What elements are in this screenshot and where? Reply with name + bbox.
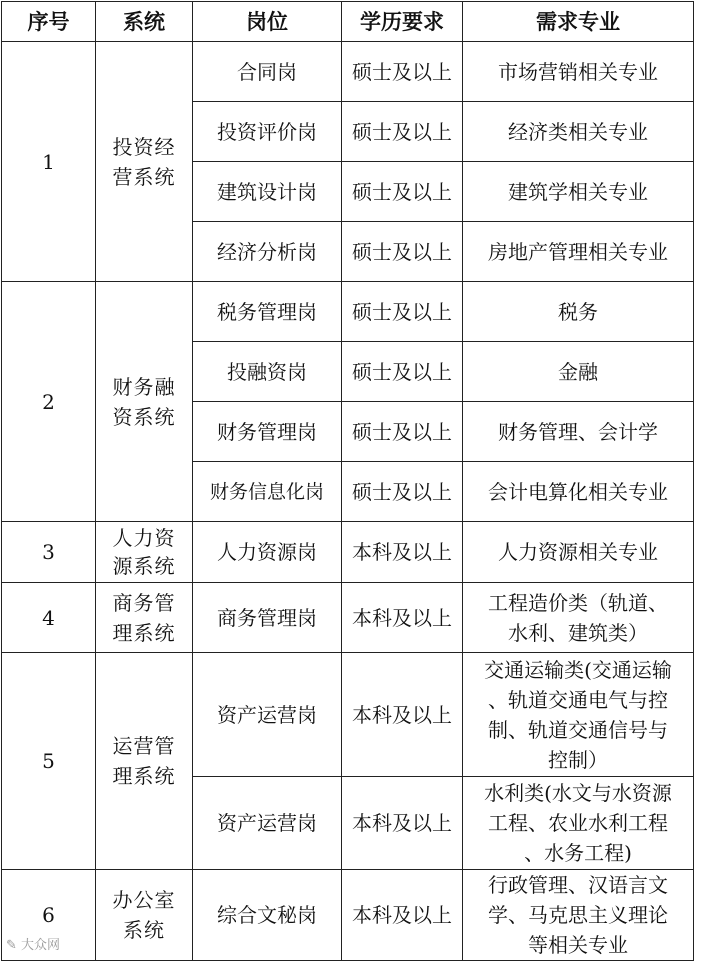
system-line: 商务管: [112, 590, 176, 615]
major-cell: [463, 462, 694, 522]
education-cell: 本科及以上: [342, 522, 463, 583]
recruitment-table: [1, 1, 694, 961]
major-line: 等相关专业: [528, 933, 628, 957]
major-cell: [463, 282, 694, 342]
major-line: 金融: [558, 359, 598, 384]
header-education: 学历要求: [342, 2, 463, 42]
table-row: [2, 522, 694, 583]
major-cell: [463, 870, 694, 961]
major-cell: [463, 42, 694, 102]
table-row: [2, 583, 694, 653]
major-cell: [463, 162, 694, 222]
major-cell: [463, 777, 694, 870]
header-seq: 序号: [2, 2, 96, 42]
position-cell: 资产运营岗: [193, 777, 342, 870]
education-cell: 本科及以上: [342, 870, 463, 961]
education-cell: 本科及以上: [342, 583, 463, 653]
seq-cell: 6: [2, 870, 96, 961]
education-cell: 硕士及以上: [342, 402, 463, 462]
education-cell: 硕士及以上: [342, 342, 463, 402]
system-cell: [96, 282, 193, 522]
major-line: 制、轨道交通信号与: [488, 717, 668, 742]
education-cell: 本科及以上: [342, 777, 463, 870]
seq-cell: 5: [2, 653, 96, 870]
system-line: 办公室: [112, 888, 176, 912]
major-line: 、水务工程): [524, 841, 632, 865]
system-line: 理系统: [112, 764, 176, 788]
header-position: 岗位: [193, 2, 342, 42]
major-line: 房地产管理相关专业: [488, 239, 668, 264]
header-system: 系统: [96, 2, 193, 42]
education-cell: 硕士及以上: [342, 282, 463, 342]
system-line: 投资经: [112, 134, 176, 159]
position-cell: 合同岗: [193, 42, 342, 102]
major-cell: [463, 653, 694, 777]
position-cell: 财务管理岗: [193, 402, 342, 462]
system-cell: [96, 42, 193, 282]
position-cell: 商务管理岗: [193, 583, 342, 653]
system-line: 资系统: [112, 404, 176, 429]
major-cell: [463, 583, 694, 653]
major-line: 交通运输类(交通运输: [484, 657, 672, 682]
major-line: 税务: [558, 299, 598, 324]
education-cell: 本科及以上: [342, 653, 463, 777]
education-cell: 硕士及以上: [342, 102, 463, 162]
major-line: 经济类相关专业: [508, 119, 648, 144]
watermark-text: 大众网: [21, 938, 61, 953]
header-row: [2, 2, 694, 42]
system-line: 财务融: [112, 374, 176, 399]
major-cell: [463, 102, 694, 162]
major-cell: [463, 402, 694, 462]
system-cell: [96, 870, 193, 961]
system-line: 理系统: [112, 620, 176, 645]
seq-cell: 1: [2, 42, 96, 282]
education-cell: 硕士及以上: [342, 42, 463, 102]
table-row: [2, 653, 694, 777]
position-cell: 人力资源岗: [193, 522, 342, 583]
position-cell: 综合文秘岗: [193, 870, 342, 961]
system-cell: [96, 522, 193, 583]
watermark-icon: ✎: [6, 938, 17, 953]
seq-cell: 2: [2, 282, 96, 522]
major-line: 水利类(水文与水资源: [484, 781, 672, 805]
table-row: [2, 42, 694, 102]
major-line: 工程、农业水利工程: [488, 811, 668, 835]
system-line: 人力资: [112, 526, 176, 550]
major-line: 行政管理、汉语言文: [488, 873, 668, 897]
major-line: 建筑学相关专业: [508, 179, 648, 204]
header-major: 需求专业: [463, 2, 694, 42]
watermark: [6, 934, 60, 953]
position-cell: 资产运营岗: [193, 653, 342, 777]
major-line: 财务管理、会计学: [498, 419, 658, 444]
position-cell: 建筑设计岗: [193, 162, 342, 222]
major-line: 控制）: [548, 747, 608, 772]
major-line: 、轨道交通电气与控: [488, 687, 668, 712]
seq-cell: 3: [2, 522, 96, 583]
major-line: 水利、建筑类）: [508, 620, 648, 645]
system-cell: [96, 583, 193, 653]
major-cell: [463, 222, 694, 282]
position-cell: 投资评价岗: [193, 102, 342, 162]
position-cell: 税务管理岗: [193, 282, 342, 342]
major-line: 市场营销相关专业: [498, 59, 658, 84]
education-cell: 硕士及以上: [342, 162, 463, 222]
position-cell: 经济分析岗: [193, 222, 342, 282]
system-line: 运营管: [112, 734, 176, 758]
position-cell: 投融资岗: [193, 342, 342, 402]
major-line: 人力资源相关专业: [498, 540, 658, 564]
system-cell: [96, 653, 193, 870]
major-line: 会计电算化相关专业: [488, 479, 668, 504]
table-row: [2, 870, 694, 961]
major-line: 工程造价类（轨道、: [488, 590, 668, 615]
system-line: 系统: [123, 918, 165, 942]
table-row: [2, 282, 694, 342]
major-line: 学、马克思主义理论: [488, 903, 668, 927]
education-cell: 硕士及以上: [342, 222, 463, 282]
major-cell: [463, 342, 694, 402]
major-cell: [463, 522, 694, 583]
system-line: 源系统: [112, 554, 176, 578]
education-cell: 硕士及以上: [342, 462, 463, 522]
system-line: 营系统: [112, 164, 176, 189]
position-cell: 财务信息化岗: [193, 462, 342, 522]
seq-cell: 4: [2, 583, 96, 653]
